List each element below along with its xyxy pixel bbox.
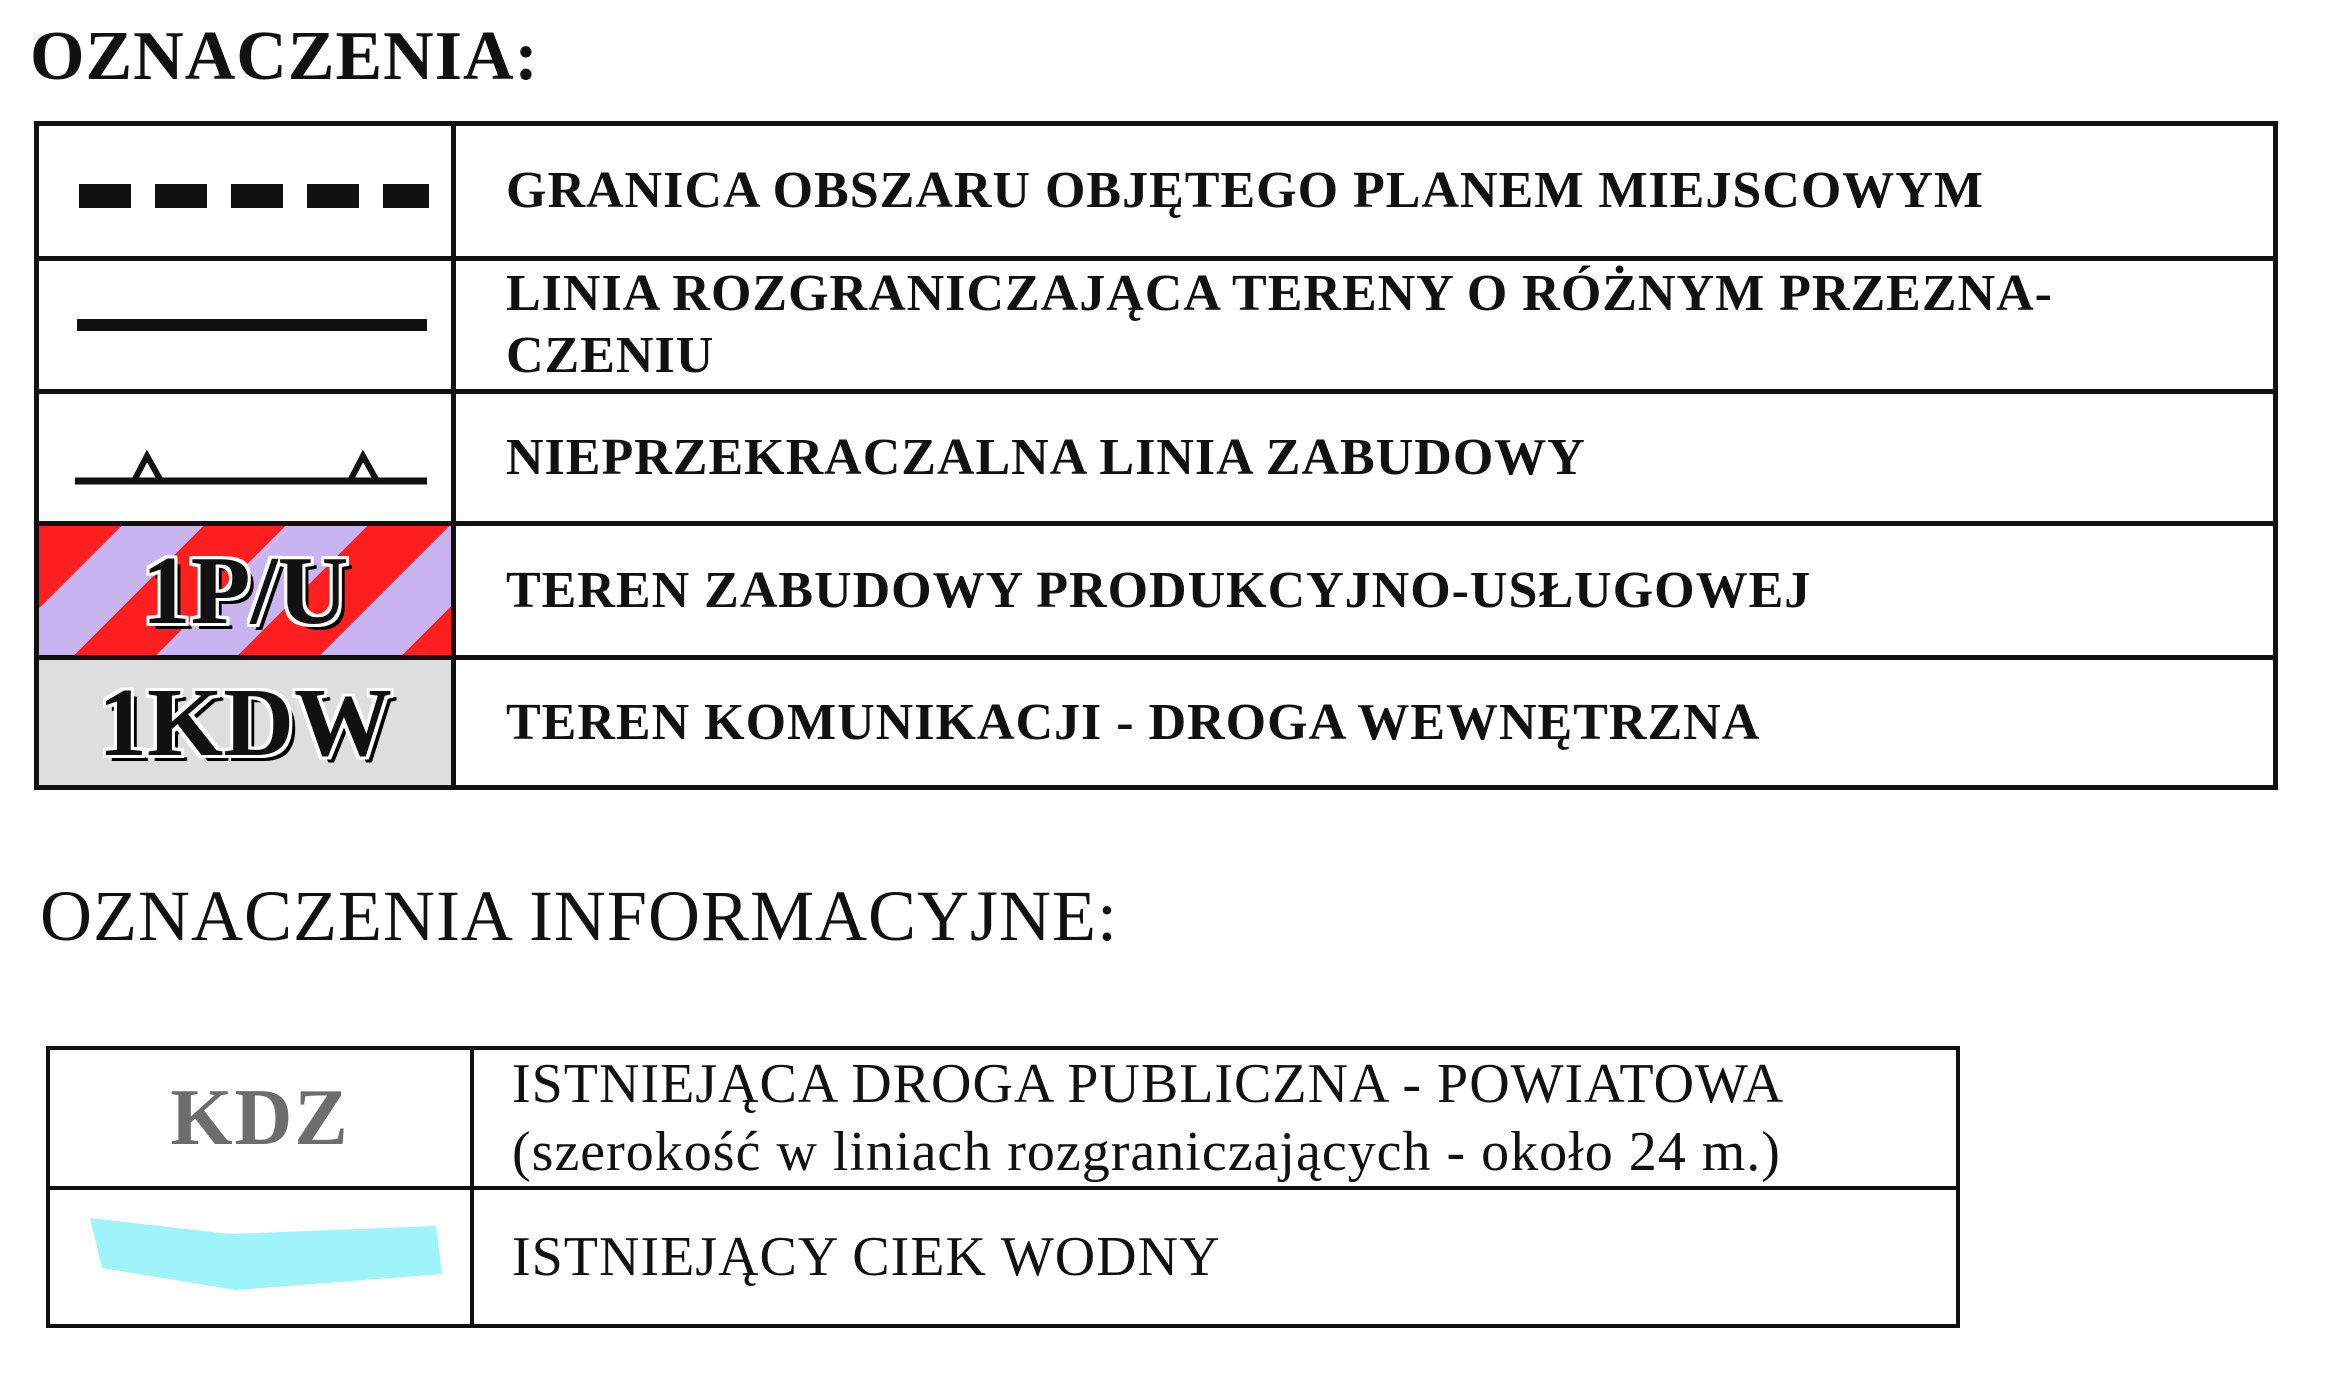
legend-row-production-services xyxy=(37,524,2276,658)
plan-boundary-symbol xyxy=(37,124,454,259)
internal-road-label: TEREN KOMUNIKACJI - DROGA WEWNĘTRZNA xyxy=(454,658,2276,788)
building-line-icon xyxy=(39,394,451,521)
zone-code-1kdw: 1KDW xyxy=(98,668,392,777)
solid-line-icon xyxy=(39,261,451,389)
info-row-watercourse xyxy=(48,1188,1958,1326)
dividing-line-label-line-2: CZENIU xyxy=(506,327,715,384)
production-services-label: TEREN ZABUDOWY PRODUKCYJNO-USŁUGOWEJ xyxy=(454,524,2276,658)
info-legend-heading: OZNACZENIA INFORMACYJNE: xyxy=(40,876,1119,956)
watercourse-symbol xyxy=(48,1188,472,1326)
county-road-label-line-2: (szerokość w liniach rozgraniczających - około 24 m.) xyxy=(512,1121,1781,1183)
dividing-line-label xyxy=(454,259,2276,392)
county-road-symbol xyxy=(48,1048,472,1188)
legend-row-plan-boundary xyxy=(37,124,2276,259)
building-line-label: NIEPRZEKRACZALNA LINIA ZABUDOWY xyxy=(454,392,2276,524)
county-road-label xyxy=(472,1048,1958,1188)
zone-code-1pu: 1P/U xyxy=(141,536,349,645)
legend-heading: OZNACZENIA: xyxy=(30,18,539,95)
watercourse-icon xyxy=(50,1190,470,1324)
info-row-county-road xyxy=(48,1048,1958,1188)
legend-row-building-line xyxy=(37,392,2276,524)
dashed-line-icon xyxy=(39,126,451,256)
building-line-symbol xyxy=(37,392,454,524)
plan-boundary-label: GRANICA OBSZARU OBJĘTEGO PLANEM MIEJSCOWYM xyxy=(454,124,2276,259)
production-services-symbol xyxy=(37,524,454,658)
legend-row-internal-road xyxy=(37,658,2276,788)
road-code-kdz: KDZ xyxy=(170,1074,350,1162)
county-road-label-line-1: ISTNIEJĄCA DROGA PUBLICZNA - POWIATOWA xyxy=(512,1053,1785,1115)
dividing-line-symbol xyxy=(37,259,454,392)
info-legend-table xyxy=(46,1046,1960,1328)
legend-table xyxy=(34,121,2278,790)
watercourse-label: ISTNIEJĄCY CIEK WODNY xyxy=(472,1188,1958,1326)
internal-road-symbol xyxy=(37,658,454,788)
legend-row-dividing-line xyxy=(37,259,2276,392)
dividing-line-label-line-1: LINIA ROZGRANICZAJĄCA TERENY O RÓŻNYM PRZEZNA- xyxy=(506,265,2053,322)
